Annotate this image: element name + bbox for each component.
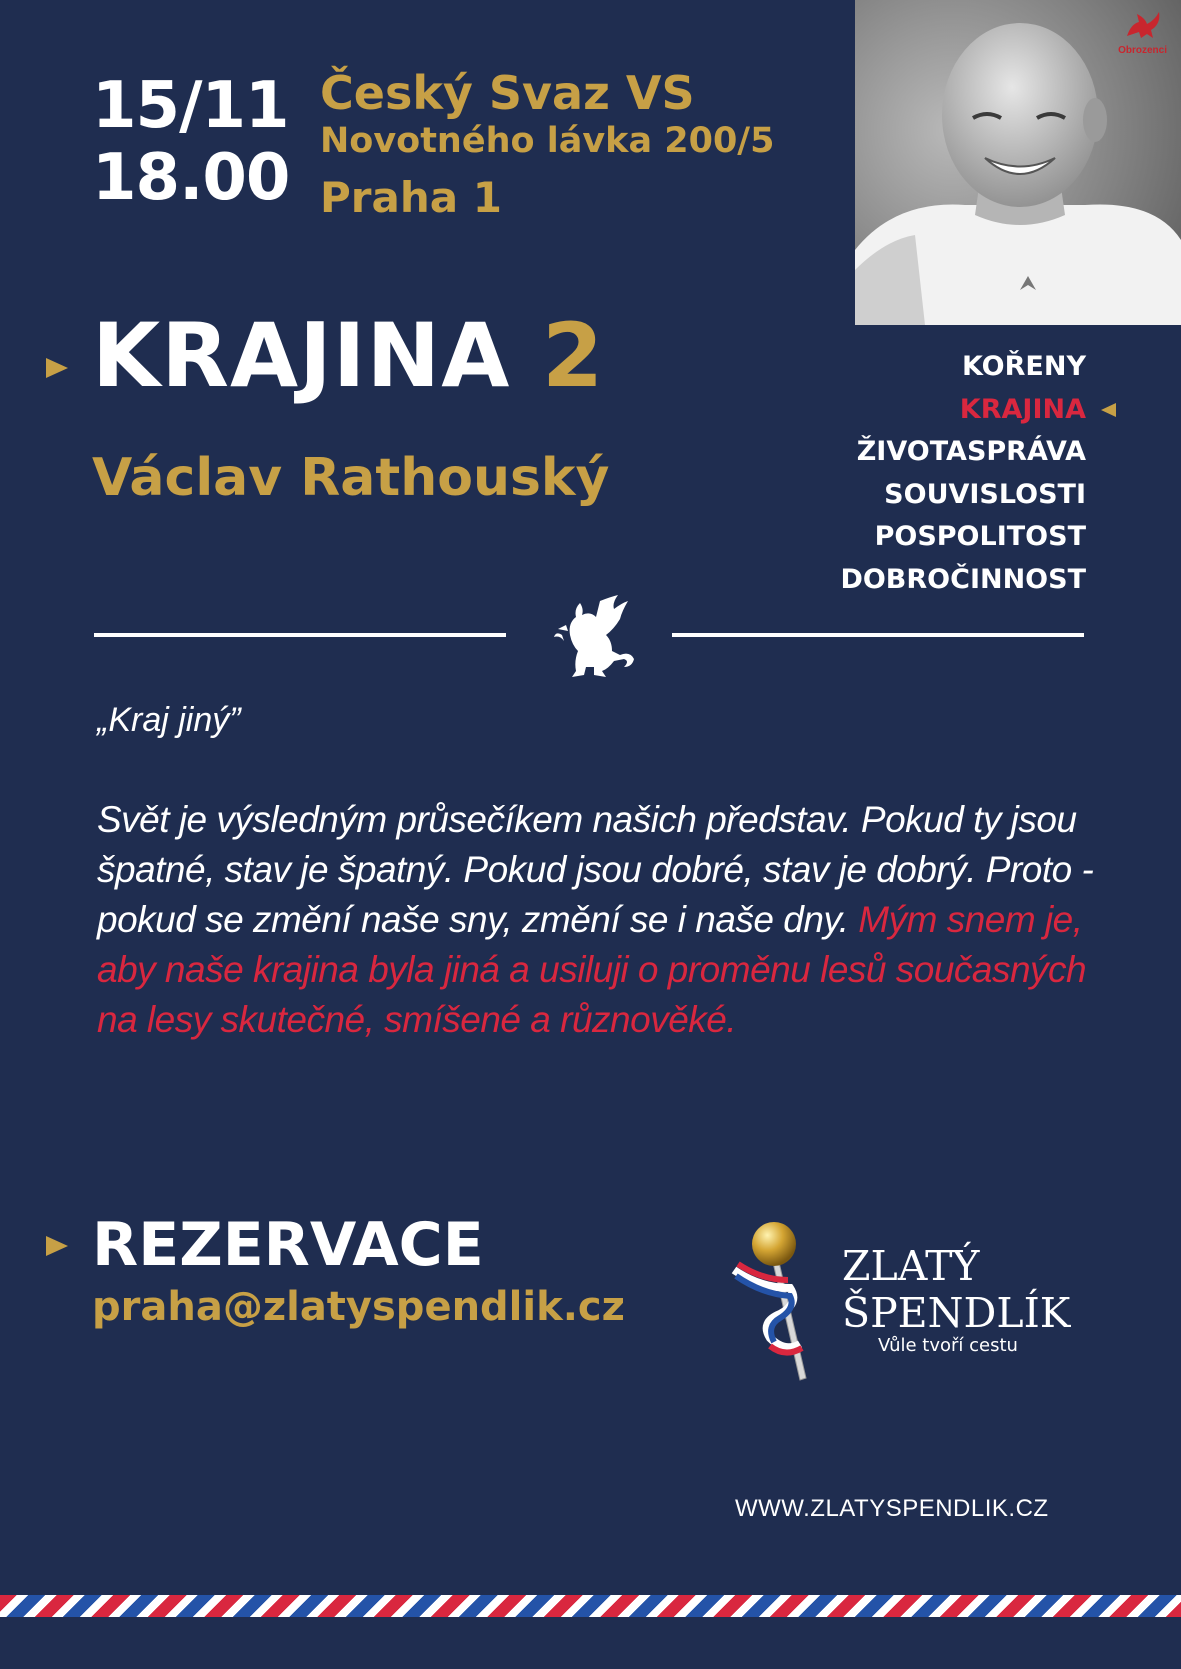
event-date: 15/11: [92, 69, 289, 143]
series-item-current: [840, 389, 1086, 432]
brand-name-line1: ZLATÝ: [842, 1242, 980, 1290]
brand-name-line2: ŠPENDLÍK: [842, 1289, 1071, 1337]
divider-right: [672, 633, 1084, 637]
brand-tagline: Vůle tvoří cestu: [878, 1335, 1018, 1356]
griffin-icon: [540, 595, 640, 677]
obrozenci-logo-text: Obrozenci: [1118, 45, 1167, 56]
website-link[interactable]: WWW.ZLATYSPENDLIK.CZ: [735, 1495, 1049, 1522]
page-title: [92, 306, 604, 406]
divider-left: [94, 633, 506, 637]
series-item: ŽIVOTASPRÁVA: [856, 436, 1086, 467]
speaker-name: Václav Rathouský: [92, 448, 610, 508]
golden-pin-icon: [730, 1218, 840, 1388]
series-item: DOBROČINNOST: [840, 563, 1086, 595]
series-item: KOŘENY: [961, 351, 1086, 382]
current-arrow-icon: [1101, 403, 1116, 417]
airmail-stripe-border: [0, 1595, 1181, 1617]
event-venue: [320, 66, 775, 222]
venue-city: Praha 1: [320, 173, 502, 222]
quote-body: [97, 795, 1097, 1045]
speaker-photo: [855, 0, 1181, 325]
venue-address: Novotného lávka 200/5: [320, 121, 775, 161]
series-item: POSPOLITOST: [874, 521, 1086, 552]
quote-highlight: Mým snem je, aby naše krajina byla jiná a usiluji o proměnu lesů současných na lesy skutečné, smíšené a různověké.: [97, 899, 1087, 1040]
griffin-red-icon: [1123, 10, 1163, 40]
series-item-label: KRAJINA: [959, 393, 1086, 425]
quote-text: Svět je výsledným průsečíkem našich představ. Pokud ty jsou špatné, stav je špatný. Pokud jsou dobré, stav je dobrý. Proto - pokud se změní naše sny, změní se i naše dny.: [97, 799, 1094, 940]
series-list: [840, 346, 1086, 601]
event-datetime: [92, 70, 289, 214]
reservation-email[interactable]: praha@zlatyspendlik.cz: [92, 1284, 625, 1330]
event-time: 18.00: [92, 141, 290, 215]
title-arrow-icon: [46, 358, 68, 378]
venue-name: Český Svaz VS: [320, 66, 695, 120]
reservation-label: REZERVACE: [92, 1210, 484, 1280]
title-number: 2: [541, 304, 605, 407]
series-item: SOUVISLOSTI: [884, 478, 1086, 510]
reservation-arrow-icon: [46, 1236, 68, 1256]
obrozenci-logo: [1118, 10, 1167, 56]
title-main: KRAJINA: [92, 304, 511, 407]
quote-title: „Kraj jiný”: [97, 701, 241, 739]
